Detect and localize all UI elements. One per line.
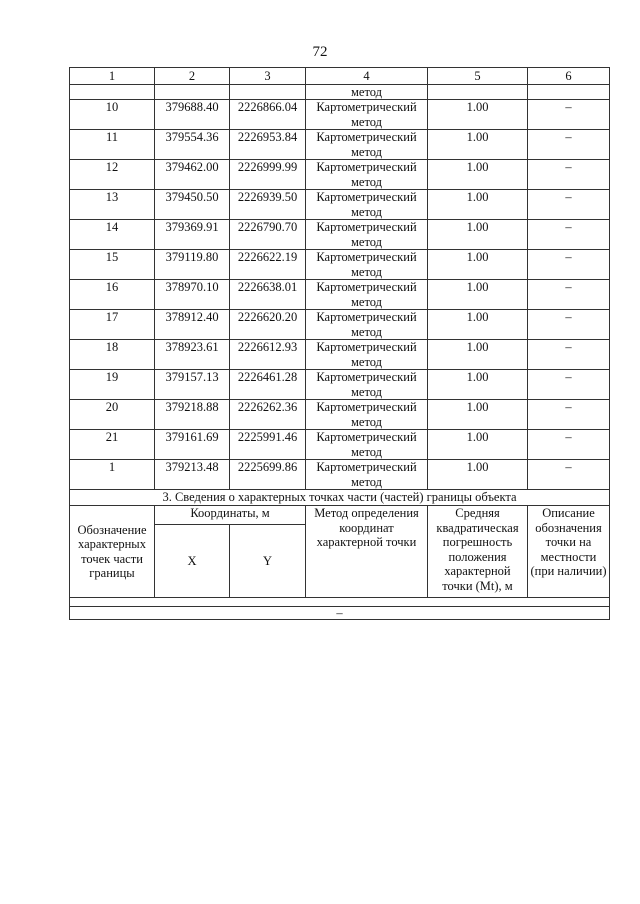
- column-number-2: 2: [155, 68, 230, 85]
- accuracy: 1.00: [428, 370, 528, 400]
- accuracy: 1.00: [428, 160, 528, 190]
- section-3-empty-row: [70, 607, 610, 620]
- accuracy: 1.00: [428, 460, 528, 490]
- header-accuracy: [428, 506, 528, 598]
- method-line-1: Картометрический: [316, 460, 417, 474]
- point-number: 18: [70, 340, 155, 370]
- coord-y: 2226939.50: [230, 190, 306, 220]
- point-number: 11: [70, 130, 155, 160]
- method: [306, 100, 428, 130]
- coord-x: 379213.48: [155, 460, 230, 490]
- method-line-2: метод: [350, 234, 382, 249]
- accuracy: 1.00: [428, 280, 528, 310]
- column-number-1: 1: [70, 68, 155, 85]
- coord-y: 2226262.36: [230, 400, 306, 430]
- accuracy: 1.00: [428, 130, 528, 160]
- header-accuracy-text: Средняя квадратическая погрешность положения характерной точки (Mt), м: [436, 506, 519, 593]
- point-description: –: [528, 250, 610, 280]
- header-designation: Обозначение характерных точек части границы: [70, 506, 155, 598]
- method-line-2: метод: [350, 414, 382, 429]
- coord-x: 379688.40: [155, 100, 230, 130]
- cell-empty: [528, 84, 610, 100]
- point-number: 1: [70, 460, 155, 490]
- method-line-1: Картометрический: [316, 220, 417, 234]
- column-number-3: 3: [230, 68, 306, 85]
- coord-x: 379462.00: [155, 160, 230, 190]
- point-description: –: [528, 280, 610, 310]
- header-x: X: [155, 525, 230, 598]
- method-line-2: метод: [350, 324, 382, 339]
- method-line-2: метод: [350, 294, 382, 309]
- coordinates-table: [69, 67, 610, 620]
- point-description: –: [528, 400, 610, 430]
- method-line-2: метод: [350, 384, 382, 399]
- method: [306, 220, 428, 250]
- section-3-title: 3. Сведения о характерных точках части (частей) границы объекта: [70, 490, 610, 506]
- point-description: –: [528, 370, 610, 400]
- point-number: 20: [70, 400, 155, 430]
- method-line-1: Картометрический: [316, 130, 417, 144]
- table-row: [70, 190, 610, 220]
- table-row: [70, 340, 610, 370]
- coord-y: 2226620.20: [230, 310, 306, 340]
- point-number: 15: [70, 250, 155, 280]
- column-number-6: 6: [528, 68, 610, 85]
- point-number: 13: [70, 190, 155, 220]
- method-line-2: метод: [350, 354, 382, 369]
- coord-y: 2225991.46: [230, 430, 306, 460]
- table-row: [70, 310, 610, 340]
- point-description: –: [528, 160, 610, 190]
- page-number: 72: [312, 44, 328, 60]
- coord-x: 379554.36: [155, 130, 230, 160]
- table-row: [70, 400, 610, 430]
- method-line-1: Картометрический: [316, 280, 417, 294]
- method-line-2: метод: [350, 264, 382, 279]
- table-row: [70, 250, 610, 280]
- point-description: –: [528, 130, 610, 160]
- method-line-1: Картометрический: [316, 160, 417, 174]
- point-number: 16: [70, 280, 155, 310]
- table-row: [70, 160, 610, 190]
- header-description: Описание обозначения точки на местности (при наличии): [528, 506, 610, 598]
- accuracy: 1.00: [428, 100, 528, 130]
- accuracy: 1.00: [428, 190, 528, 220]
- point-number: 12: [70, 160, 155, 190]
- method: [306, 430, 428, 460]
- column-number-row: [70, 68, 610, 85]
- table-row: [70, 430, 610, 460]
- table-row: [70, 370, 610, 400]
- coord-x: 379157.13: [155, 370, 230, 400]
- coord-y: 2226638.01: [230, 280, 306, 310]
- section-3-empty-marker: –: [70, 607, 610, 620]
- accuracy: 1.00: [428, 340, 528, 370]
- coord-y: 2226622.19: [230, 250, 306, 280]
- cell-empty: [230, 84, 306, 100]
- accuracy: 1.00: [428, 310, 528, 340]
- header-method: Метод определения координат характерной точки: [306, 506, 428, 598]
- coord-x: 379161.69: [155, 430, 230, 460]
- coord-y: 2226866.04: [230, 100, 306, 130]
- method: [306, 400, 428, 430]
- coord-y: 2226461.28: [230, 370, 306, 400]
- point-description: –: [528, 430, 610, 460]
- column-number-5: 5: [428, 68, 528, 85]
- method: [306, 130, 428, 160]
- coord-y: 2225699.86: [230, 460, 306, 490]
- coord-y: 2226953.84: [230, 130, 306, 160]
- cell-empty: [155, 84, 230, 100]
- table-row: [70, 280, 610, 310]
- method-tail: метод: [306, 84, 428, 100]
- method-line-2: метод: [350, 204, 382, 219]
- method-line-1: Картометрический: [316, 100, 417, 114]
- section-3-title-row: [70, 490, 610, 506]
- method-line-1: Картометрический: [316, 340, 417, 354]
- table-row: [70, 130, 610, 160]
- point-description: –: [528, 460, 610, 490]
- point-description: –: [528, 100, 610, 130]
- point-description: –: [528, 310, 610, 340]
- coord-x: 379119.80: [155, 250, 230, 280]
- continuation-row: [70, 84, 610, 100]
- method-line-1: Картометрический: [316, 370, 417, 384]
- method: [306, 160, 428, 190]
- point-description: –: [528, 190, 610, 220]
- table-row: [70, 100, 610, 130]
- cell-empty: [70, 84, 155, 100]
- method: [306, 340, 428, 370]
- header-y: Y: [230, 525, 306, 598]
- method-line-2: метод: [350, 144, 382, 159]
- method-line-1: Картометрический: [316, 190, 417, 204]
- method: [306, 460, 428, 490]
- cell-empty: [428, 84, 528, 100]
- point-number: 14: [70, 220, 155, 250]
- column-number-4: 4: [306, 68, 428, 85]
- method-line-1: Картометрический: [316, 430, 417, 444]
- coord-x: 379369.91: [155, 220, 230, 250]
- point-description: –: [528, 340, 610, 370]
- section-3-header-row-1: [70, 506, 610, 525]
- accuracy: 1.00: [428, 220, 528, 250]
- coord-x: 379218.88: [155, 400, 230, 430]
- coord-x: 378912.40: [155, 310, 230, 340]
- coord-y: 2226790.70: [230, 220, 306, 250]
- method-line-2: метод: [350, 474, 382, 489]
- accuracy: 1.00: [428, 400, 528, 430]
- method: [306, 280, 428, 310]
- method: [306, 310, 428, 340]
- method-line-1: Картометрический: [316, 400, 417, 414]
- table-row: [70, 460, 610, 490]
- method: [306, 190, 428, 220]
- coord-x: 378970.10: [155, 280, 230, 310]
- coord-x: 379450.50: [155, 190, 230, 220]
- method-line-1: Картометрический: [316, 310, 417, 324]
- header-coordinates: Координаты, м: [155, 506, 306, 525]
- point-number: 10: [70, 100, 155, 130]
- method-line-2: метод: [350, 444, 382, 459]
- table-row: [70, 220, 610, 250]
- coord-y: 2226612.93: [230, 340, 306, 370]
- method-line-2: метод: [350, 174, 382, 189]
- coord-x: 378923.61: [155, 340, 230, 370]
- method: [306, 370, 428, 400]
- coord-y: 2226999.99: [230, 160, 306, 190]
- point-number: 17: [70, 310, 155, 340]
- method-line-2: метод: [350, 114, 382, 129]
- method: [306, 250, 428, 280]
- point-number: 19: [70, 370, 155, 400]
- point-description: –: [528, 220, 610, 250]
- accuracy: 1.00: [428, 250, 528, 280]
- point-number: 21: [70, 430, 155, 460]
- method-line-1: Картометрический: [316, 250, 417, 264]
- accuracy: 1.00: [428, 430, 528, 460]
